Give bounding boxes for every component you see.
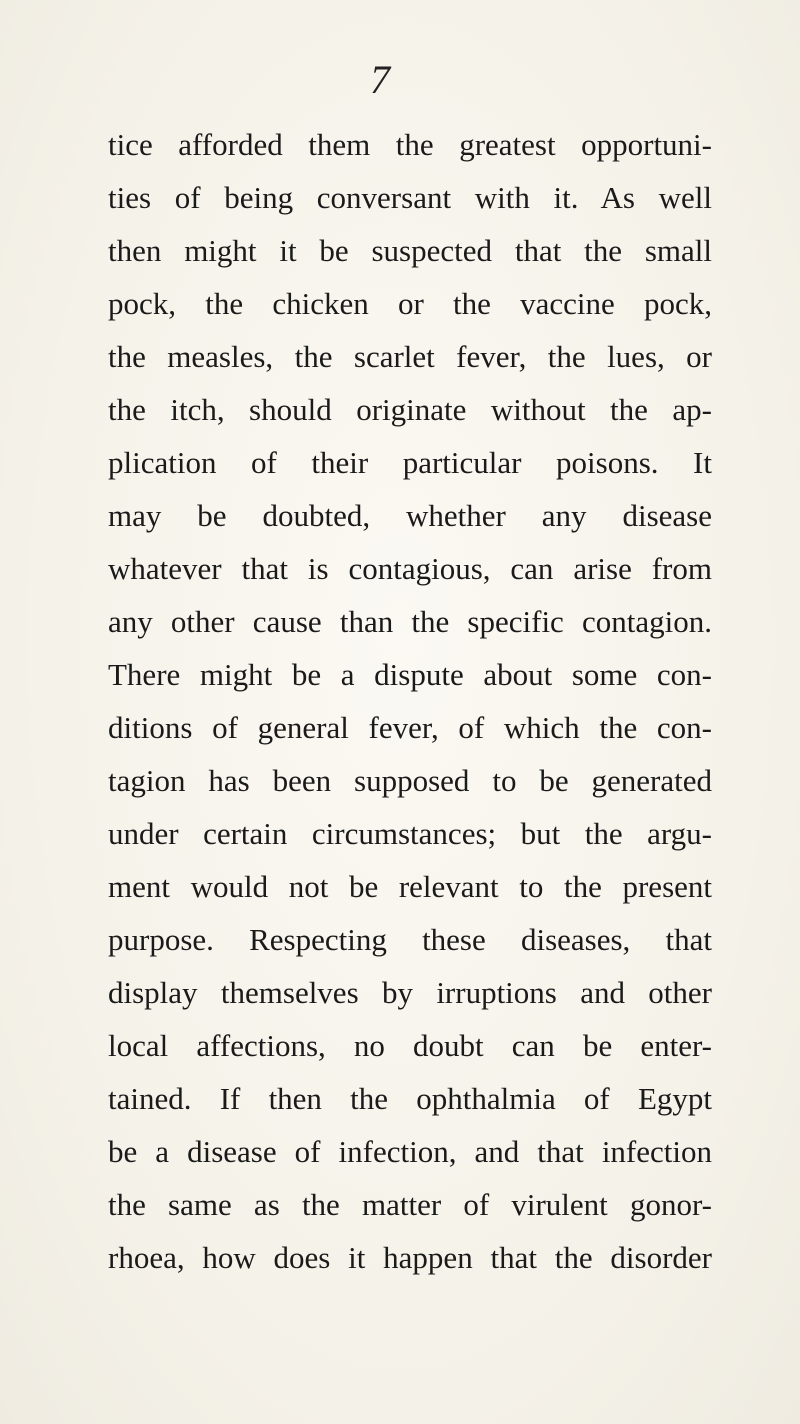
text-line: any other cause than the specific contagion. bbox=[108, 604, 712, 639]
text-line: under certain circumstances; but the argu- bbox=[108, 816, 712, 851]
text-line: rhoea, how does it happen that the disorder bbox=[108, 1240, 712, 1275]
text-line: pock, the chicken or the vaccine pock, bbox=[108, 286, 712, 321]
text-line: may be doubted, whether any disease bbox=[108, 498, 712, 533]
text-line: There might be a dispute about some con- bbox=[108, 657, 712, 692]
text-line: the itch, should originate without the ap- bbox=[108, 392, 712, 427]
text-line: be a disease of infection, and that infection bbox=[108, 1134, 712, 1169]
text-line: local affections, no doubt can be enter- bbox=[108, 1028, 712, 1063]
text-line: the measles, the scarlet fever, the lues, or bbox=[108, 339, 712, 374]
text-line: display themselves by irruptions and other bbox=[108, 975, 712, 1010]
text-line: plication of their particular poisons. It bbox=[108, 445, 712, 480]
text-line: ties of being conversant with it. As well bbox=[108, 180, 712, 215]
text-line: tagion has been supposed to be generated bbox=[108, 763, 712, 798]
text-line: ment would not be relevant to the present bbox=[108, 869, 712, 904]
page-number: 7 bbox=[370, 57, 390, 102]
text-line: tained. If then the ophthalmia of Egypt bbox=[108, 1081, 712, 1116]
text-line: whatever that is contagious, can arise from bbox=[108, 551, 712, 586]
text-line: the same as the matter of virulent gonor- bbox=[108, 1187, 712, 1222]
text-line: ditions of general fever, of which the con- bbox=[108, 710, 712, 745]
text-line: tice afforded them the greatest opportuni- bbox=[108, 127, 712, 162]
text-line: purpose. Respecting these diseases, that bbox=[108, 922, 712, 957]
body-text bbox=[108, 118, 712, 1284]
text-line: then might it be suspected that the small bbox=[108, 233, 712, 268]
